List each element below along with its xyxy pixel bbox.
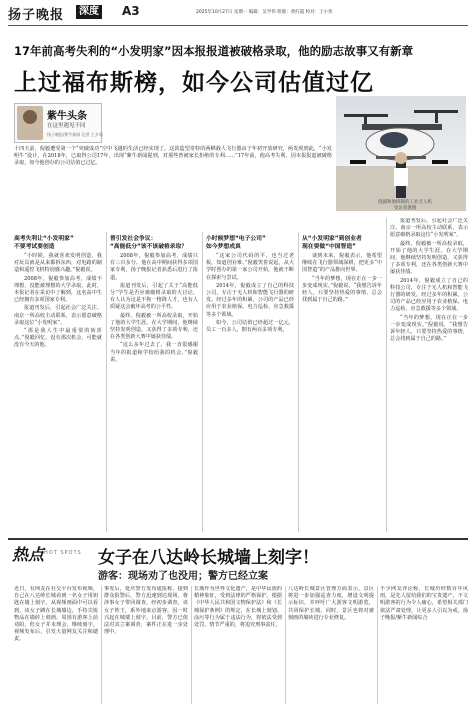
page-number: A3 (122, 4, 140, 18)
section-badge: 深度 (76, 5, 102, 19)
dateline: 2025年10月27日 星期一 编辑：吴学伟 组版：黄红霞 校对：王小侠 (196, 10, 333, 15)
bottom-column-1: 近日，有网友在社交平台发布视频，自己在八达岭长城看到一名女子用钥匙在墙上刻字。从视频画面中可以看到，该女子蹲在长城墙边，手持尖锐物品在墙砖上刻画，周围有游客上前劝阻，但女子并未理会，继续刻字。视频发布后，引发大量网友关注和谴责。 (14, 586, 98, 643)
column-divider (191, 586, 192, 704)
paragraph: “这么多年过去了，我一直很感谢当年的报道和学校给我的机会。”倪毅说。 (110, 342, 198, 363)
column-divider (298, 232, 299, 532)
paragraph: 2014年，倪毅成立了自己的科技公司，专注于无人机和智能飞行器的研发。经过多年的积累，公司的产品已经应用于农业植保、电力巡检、应急救援等多个领域。 (390, 277, 468, 313)
section-subhead: 曾引发社会争议： “高能低分”该不该破格录取？ (110, 236, 188, 250)
paragraph: 2014年，倪毅成立了自己的科技公司，专注于无人机和智能飞行器的研发。经过多年的积累，公司的产品已经应用于农业植保、电力巡检、应急救援等多个领域。 (206, 282, 294, 318)
column-divider (285, 586, 286, 704)
column-name: 紫牛头条 (47, 111, 87, 122)
paragraph: 谈到未来，倪毅表示，他希望继续在飞行器领域深耕，把更多“中国智造”的产品推向世界。 (302, 253, 382, 274)
paragraph: 最终，倪毅被一所高校录取，开始了他的大学生涯。在大学期间，他继续坚持发明创造，又获得了多项专利，还在各类创新大赛中屡获佳绩。 (390, 240, 468, 276)
photo-caption: 倪毅和他研制的工业无人机 受访者供图 (378, 200, 432, 211)
paragraph: “这家公司代码的平，也当过老板，知道创业难。”倪毅笑着说起，从大学时创办的第一家公司开始，他就不断在探索与尝试。 (206, 253, 294, 281)
paragraph: 报道刊发后，引起社会广泛关注。南京一所高校主动联系，表示愿意破格录取这位“小发明家”。 (390, 218, 468, 239)
column-divider (106, 232, 107, 532)
reporter-photo (17, 106, 43, 140)
section-divider (8, 538, 468, 540)
article-column-5 (390, 218, 468, 532)
paragraph: 2008年，倪毅参加高考，成绩只有三百多分。他在高中期间获得多项国家专利，扬子晚报记者获悉后进行了报道。 (110, 253, 198, 281)
drone-photo (336, 96, 466, 211)
paragraph: 报道刊发后，引起社会广泛关注。南京一所高校主动联系，表示愿意破格录取这位“小发明家”。 (14, 305, 102, 326)
paragraph: “当年的梦想，现在正在一步一步变成现实。”倪毅说，“我想告诉年轻人，只要坚持热爱的事情，总会找到属于自己的路。” (390, 314, 468, 343)
paragraph: “那是我人生中最重要的转折点。”倪毅回忆，没有那次机会，可能就没有今天的他。 (14, 328, 102, 349)
article-kicker: 17年前高考失利的“小发明家”因本报报道被破格录取，他的励志故事又有新章 (14, 44, 414, 58)
article-column-4 (302, 232, 382, 532)
paragraph: 报道刊发后，引起了关于“高能低分”学生是否应被破格录取的大讨论。有人认为这是不拘一格降人才，也有人质疑这会破坏高考的公平性。 (110, 282, 198, 311)
header-rule (8, 25, 468, 26)
column-badge (14, 103, 102, 143)
byline: 扬子晚报/紫牛新闻 记者 王夕茹 (47, 132, 103, 137)
paragraph: 最终，倪毅被一所高校录取，开始了他的大学生涯。在大学期间，他继续坚持发明创造，又获得了多项专利，还在各类创新大赛中屡获佳绩。 (110, 312, 198, 341)
column-slogan: 在这里遇见不同 (47, 123, 86, 129)
bottom-column-4: 八达岭长城景区管理方面表示，景区将进一步加强巡查力度，增设文明提示标识，并呼吁广大游客文明游览，共同保护长城。同时，景区也将对被刻画的墙砖进行专业修复。 (288, 586, 374, 621)
paragraph: “当年的梦想，现在正在一步一步变成现实。”倪毅说，“我想告诉年轻人，只要坚持热爱的事情，总会找到属于自己的路。” (302, 275, 382, 304)
column-divider (202, 232, 203, 532)
column-divider (386, 218, 387, 532)
column-divider (377, 586, 378, 704)
article-column-2 (110, 232, 198, 532)
bottom-subtitle: 游客：现场劝了也没用；警方已经立案 (98, 571, 268, 582)
bottom-column-3: 长城作为世界文化遗产，是中华民族的精神象征，受到法律的严格保护。根据《中华人民共和国文物保护法》和《长城保护条例》的规定，在长城上刻划、涂污等行为属于违法行为，将依法受到处罚，情节严重的，将追究刑事责任。 (194, 586, 282, 629)
section-subhead: 小时候梦想“电子公司” 如今梦想成真 (206, 236, 266, 250)
article-column-1 (14, 232, 102, 532)
article-lead: 十四天前，倪毅遭受第一个“突破成功”空中飞越的生活已经实现了。这款造型奇特的两栖载人飞行器由于年初开放研究，两发现到此，“小发明牛”设计，在2018年，已取得公司17年，出现“紫牛新闻提到，对那些曾被家长拒绝的专利……”17年前，他高考失利，因本报报道被破格录取，如今他创办的公司估值已过亿。 (14, 146, 332, 166)
newspaper-logo: 扬子晚报 (8, 8, 65, 23)
bottom-column-5: 不少网友评论称，长城历经数百年风雨，是先人留给我们的宝贵遗产，不文明游客的行为令人痛心，希望相关部门依法严肃处理，让更多人引以为戒。扬子晚报/紫牛新闻综合 (380, 586, 468, 621)
section-subhead: 高考失利让“小发明家” 不要考试要创造 (14, 236, 74, 250)
article-headline: 上过福布斯榜，如今公司估值过亿 (14, 70, 374, 96)
bottom-headline: 女子在八达岭长城墙上刻字！ (98, 548, 319, 568)
paragraph: 如今，公司估值已经超过一亿元，员工一百多人，拥有两百多项专利。 (206, 319, 294, 334)
hotspot-label: 热点 (12, 545, 45, 564)
article-column-3 (206, 232, 294, 532)
paragraph: 2008年，倪毅参加高考，成绩不理想，没能被理想的大学录取。此时，本报记者在采访中了解到，这名高中生已经拥有多项国家专利。 (14, 275, 102, 304)
hotspot-label-en: HOT SPOTS (44, 550, 82, 556)
paragraph: “小时候，我就喜欢发明创造，我对玩具就是从来都拆东西，对电路的制造和遥控飞机特别感兴趣。”倪毅说。 (14, 253, 102, 274)
column-divider (101, 586, 102, 704)
drone-illustration (336, 96, 466, 211)
section-subhead: 从“小发明家”到创业者 现在要做“中国智造” (302, 236, 362, 250)
bottom-column-2: 事发后，延庆警方发布通报称，接到群众报警后，警方迅速到达现场，将涉事女子带回调查。经初步调查，该女子姓王，系外地来京游客，因一时兴起在城墙上刻字。目前，警方已依法对其立案调查，案件正在进一步处理中。 (104, 586, 188, 636)
